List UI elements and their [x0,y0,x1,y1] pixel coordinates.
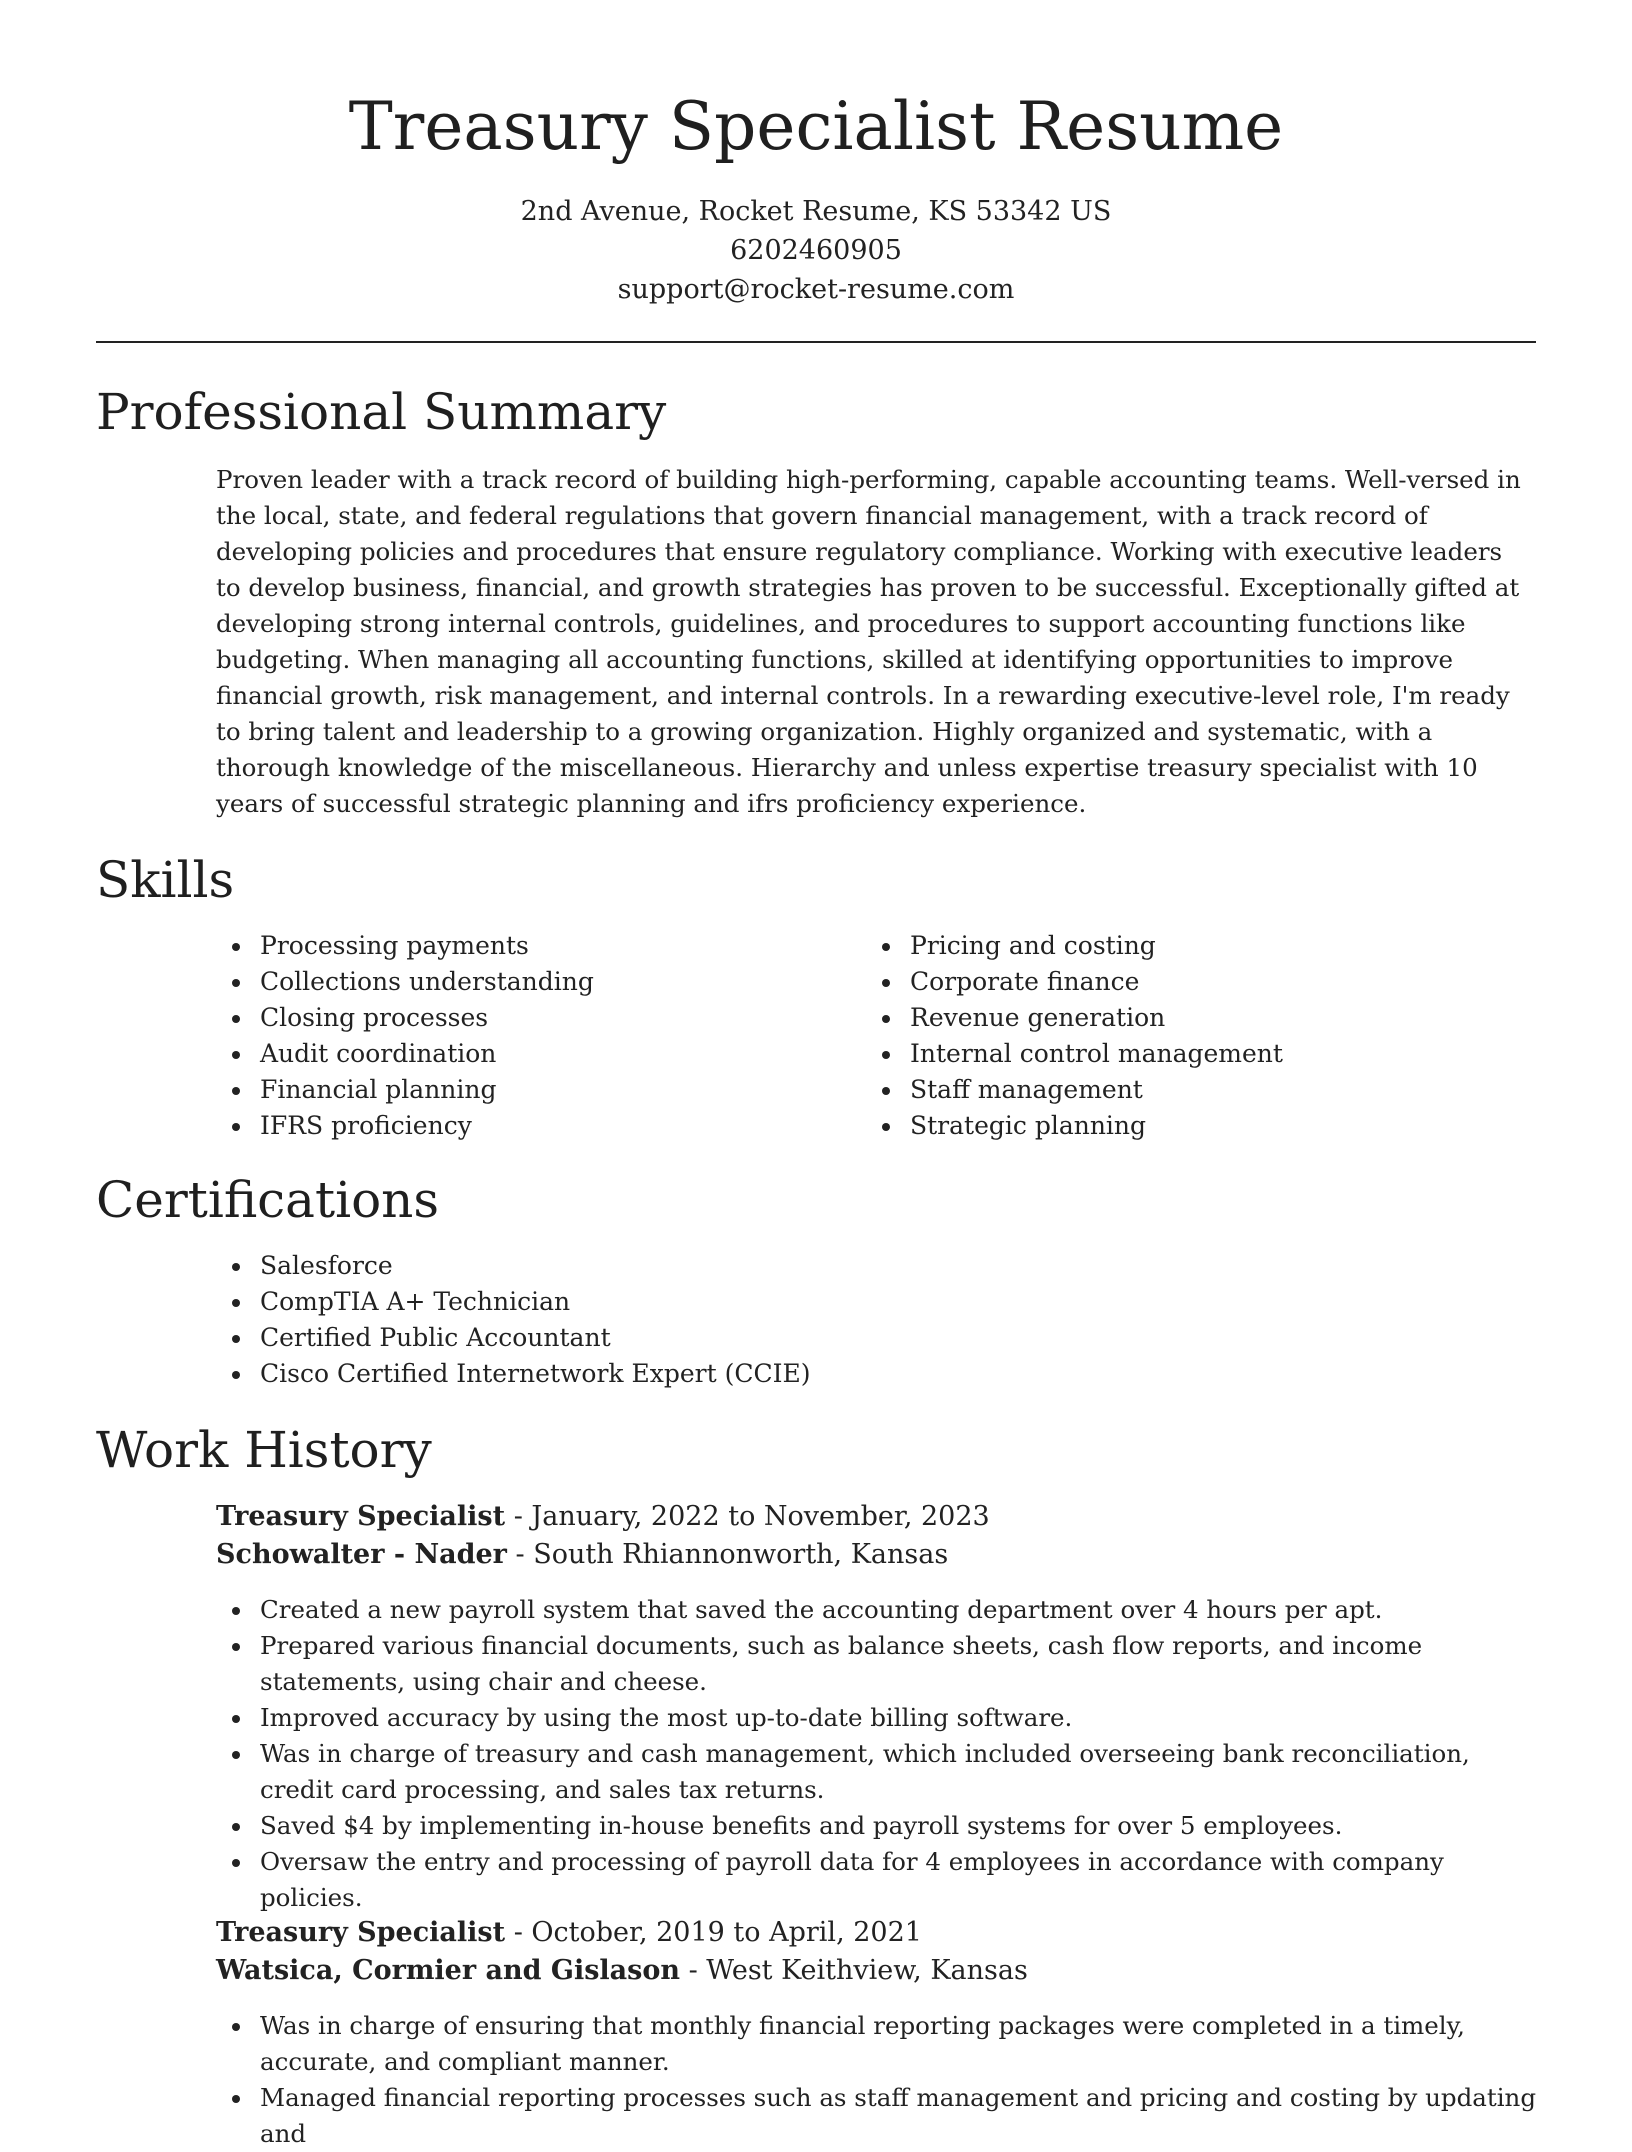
job-bullets [216,2008,1536,2152]
list-item: Created a new payroll system that saved the accounting department over 4 hours per apt. [216,1592,1536,1628]
skills-heading: Skills [96,851,235,909]
skills-list-right [866,928,1283,1144]
list-item: Prepared various financial documents, such as balance sheets, cash flow reports, and income statements, using chair and cheese. [216,1628,1536,1700]
job-company: Watsica, Cormier and Gislason [216,1955,680,1986]
job-company: Schowalter - Nader [216,1539,507,1570]
list-item: CompTIA A+ Technician [216,1284,810,1320]
phone: 6202460905 [730,235,902,266]
summary-text: Proven leader with a track record of building high-performing, capable accounting teams. Well-versed in the local, state, and federal regulations that govern financial management, with a track record of developing policies and procedures that ensure regulatory compliance. Working with executive leaders to develop business, financial, and growth strategies has proven to be successful. Exceptionally gifted at developing strong internal controls, guidelines, and procedures to support accounting functions like budgeting. When managing all accounting functions, skilled at identifying opportunities to improve financial growth, risk management, and internal controls. In a rewarding executive-level role, I'm ready to bring talent and leadership to a growing organization. Highly organized and systematic, with a thorough knowledge of the miscellaneous. Hierarchy and unless expertise treasury specialist with 10 years of successful strategic planning and ifrs proficiency experience. [216,465,1521,818]
header-divider [96,341,1536,343]
list-item: Saved $4 by implementing in-house benefits and payroll systems for over 5 employees. [216,1808,1536,1844]
skills-list-left [216,928,594,1144]
job-company-line [216,1952,1028,1990]
work-history-heading: Work History [96,1421,432,1479]
job-company-line [216,1536,948,1574]
list-item: Financial planning [216,1072,594,1108]
list-item: Improved accuracy by using the most up-to-date billing software. [216,1700,1536,1736]
list-item: Collections understanding [216,964,594,1000]
list-item: Pricing and costing [866,928,1283,964]
job-bullets [216,1592,1536,1916]
certifications-list [216,1248,810,1392]
list-item: Managed financial reporting processes such as staff management and pricing and costing by updating and [216,2080,1536,2152]
list-item: Strategic planning [866,1108,1283,1144]
job-title-line [216,1498,990,1536]
list-item: Oversaw the entry and processing of payroll data for 4 employees in accordance with company policies. [216,1844,1536,1916]
list-item: Closing processes [216,1000,594,1036]
list-item: Processing payments [216,928,594,964]
list-item: Revenue generation [866,1000,1283,1036]
list-item: Certified Public Accountant [216,1320,810,1356]
job-dates: - October, 2019 to April, 2021 [505,1917,922,1948]
summary-heading: Professional Summary [96,383,667,441]
list-item: Staff management [866,1072,1283,1108]
job-title: Treasury Specialist [216,1917,506,1948]
job-dates: - January, 2022 to November, 2023 [505,1501,990,1532]
job-title: Treasury Specialist [216,1501,506,1532]
page-title: Treasury Specialist Resume [348,88,1284,165]
list-item: Cisco Certified Internetwork Expert (CCIE) [216,1356,810,1392]
list-item: Audit coordination [216,1036,594,1072]
list-item: Salesforce [216,1248,810,1284]
list-item: Corporate finance [866,964,1283,1000]
contact-block [0,192,1632,309]
job-location: - South Rhiannonworth, Kansas [506,1539,949,1570]
address: 2nd Avenue, Rocket Resume, KS 53342 US [520,196,1112,227]
list-item: Was in charge of ensuring that monthly financial reporting packages were completed in a timely, accurate, and compliant manner. [216,2008,1536,2080]
certifications-heading: Certifications [96,1171,440,1229]
list-item: Internal control management [866,1036,1283,1072]
list-item: IFRS proficiency [216,1108,594,1144]
email: support@rocket-resume.com [617,274,1015,305]
job-location: - West Keithview, Kansas [680,1955,1028,1986]
list-item: Was in charge of treasury and cash management, which included overseeing bank reconciliation, credit card processing, and sales tax returns. [216,1736,1536,1808]
job-title-line [216,1914,922,1952]
